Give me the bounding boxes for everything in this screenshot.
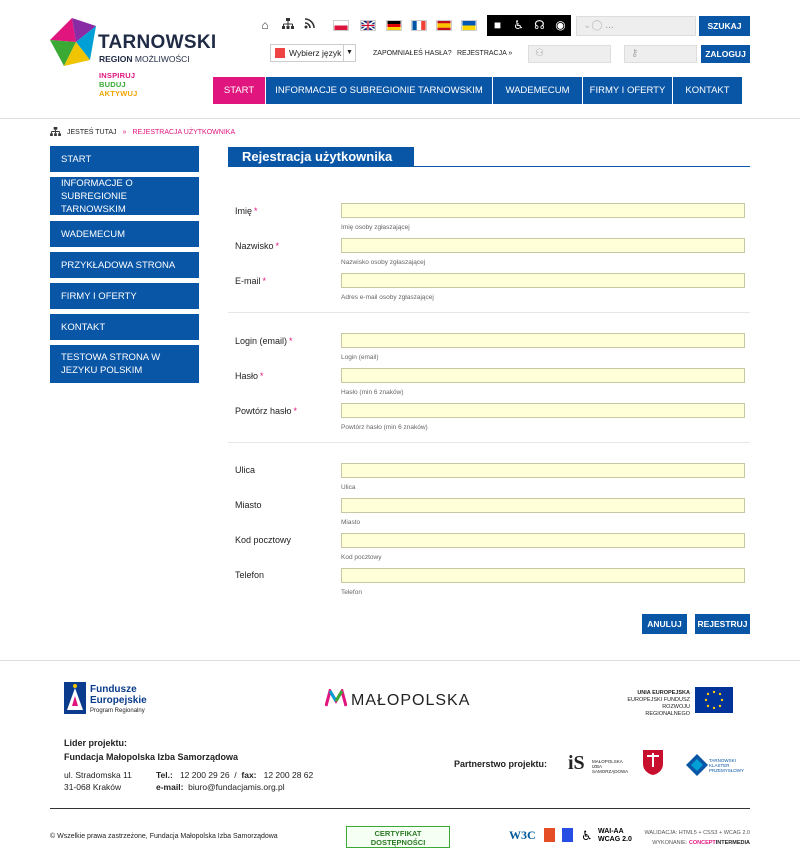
password-repeat-input[interactable] [341,403,745,418]
field-label-email: E-mail * [235,276,267,286]
register-button[interactable]: REJESTRUJ [695,614,750,634]
field-hint-nazwisko: Nazwisko osoby zgłaszającej [341,259,426,266]
field-hint-email: Adres e-mail osoby zgłaszającej [341,294,434,301]
street-input[interactable] [341,463,745,478]
contact-email: e-mail: biuro@fundacjamis.org.pl [156,782,285,792]
header-divider [0,118,800,119]
css3-icon [562,828,573,842]
email-link[interactable]: biuro@fundacjamis.org.pl [188,782,285,792]
wheelchair-icon[interactable]: ♿ [513,18,524,32]
slogan-2: BUDUJ [99,80,126,89]
sidebar-item-testowa[interactable]: TESTOWA STRONA W JEZYKU POLSKIM [50,345,199,383]
register-link[interactable]: REJESTRACJA » [457,50,513,57]
malopolska-text: MAŁOPOLSKA [351,692,471,709]
field-label-kod: Kod pocztowy [235,535,292,545]
field-hint-login: Login (email) [341,354,379,361]
field-label-imie: Imię * [235,206,258,216]
login-password-input[interactable] [624,45,697,63]
breadcrumb-current[interactable]: REJESTRACJA UŻYTKOWNIKA [132,129,236,136]
user-icon: ⚇ [535,48,544,59]
partners-label: Partnerstwo projektu: [454,759,548,769]
nav-firmy[interactable]: FIRMY I OFERTY [582,77,672,104]
login-button[interactable]: ZALOGUJ [701,45,750,63]
nav-start[interactable]: START [212,77,265,104]
sidebar-item-informacje[interactable]: INFORMACJE O SUBREGIONIE TARNOWSKIM [50,177,199,215]
cancel-button[interactable]: ANULUJ [642,614,687,634]
field-hint-ulica: Ulica [341,484,356,491]
klaster-text: TARNOWSKI KLASTER PRZEMYSŁOWY [709,758,745,773]
html5-icon [544,828,555,842]
contrast-icon[interactable]: ■ [493,18,502,32]
search-input[interactable]: ⌄◯ ... [576,16,696,36]
chevron-down-icon: ▼ [343,45,355,61]
email-input[interactable] [341,273,745,288]
field-hint-powtorz: Powtórz hasło (min 6 znaków) [341,424,428,431]
field-label-ulica: Ulica [235,465,256,475]
sitemap-icon[interactable] [281,18,295,32]
forgot-password-link[interactable]: ZAPOMNIAŁEŚ HASŁA? [373,50,452,57]
accessibility-toolbar [487,15,571,36]
nav-informacje[interactable]: INFORMACJE O SUBREGIONIE TARNOWSKIM [265,77,492,104]
phone-input[interactable] [341,568,745,583]
flag-pl-icon[interactable] [333,20,349,31]
flag-en-icon[interactable] [360,20,376,31]
flag-de-icon[interactable] [386,20,402,31]
footer-divider [0,660,800,661]
eu-flag-icon [695,687,733,713]
deaf-icon[interactable]: ☊ [534,18,545,32]
address-line-1: ul. Stradomska 11 [64,770,132,780]
language-select[interactable]: Wybierz język ▼ [270,44,356,62]
login-input[interactable] [341,333,745,348]
klaster-logo-icon[interactable] [686,754,708,776]
field-hint-imie: Imię osoby zgłaszającej [341,224,410,231]
concept-link[interactable]: CONCEPT [688,840,716,846]
nav-kontakt[interactable]: KONTAKT [672,77,742,104]
eu-funds-text: Fundusze Europejskie Program Regionalny [90,684,147,714]
sidebar-item-start[interactable]: START [50,146,199,172]
flag-ua-icon[interactable] [461,20,477,31]
breadcrumb-separator: » [122,129,127,136]
search-icon: ⌄◯ [583,20,603,31]
flag-fr-icon[interactable] [411,20,427,31]
password-input[interactable] [341,368,745,383]
sidebar-item-wademecum[interactable]: WADEMECUM [50,221,199,247]
leader-label: Lider projektu: [64,738,128,748]
google-icon [275,48,285,58]
slogan-3: AKTYWUJ [99,89,138,98]
login-user-input[interactable] [528,45,611,63]
wcag-badge: WAI-AA WCAG 2.0 [598,828,632,843]
field-label-telefon: Telefon [235,570,265,580]
field-label-miasto: Miasto [235,500,262,510]
search-button[interactable]: SZUKAJ [699,16,750,36]
logo-subtitle: REGION MOŻLIWOŚCI [99,54,190,64]
sidebar-item-kontakt[interactable]: KONTAKT [50,314,199,340]
field-hint-kod: Kod pocztowy [341,554,382,561]
field-hint-haslo: Hasło (min 6 znaków) [341,389,404,396]
form-separator [228,442,750,443]
eu-funds-logo-icon [64,682,86,714]
partner-is-mark: iS [568,752,585,774]
rss-icon[interactable] [302,18,316,32]
city-input[interactable] [341,498,745,513]
field-hint-telefon: Telefon [341,589,362,596]
nav-wademecum[interactable]: WADEMECUM [492,77,582,104]
field-label-login: Login (email) * [235,336,293,346]
slogan-1: INSPIRUJ [99,71,136,80]
field-label-haslo: Hasło * [235,371,264,381]
contact-phone: Tel.: 12 200 29 26 / fax: 12 200 28 62 [156,770,314,780]
sidebar-item-firmy[interactable]: FIRMY I OFERTY [50,283,199,309]
field-hint-miasto: Miasto [341,519,361,526]
form-separator [228,312,750,313]
wheelchair-icon: ♿ [581,828,593,843]
nazwisko-input[interactable] [341,238,745,253]
sidebar-item-przykladowa[interactable]: PRZYKŁADOWA STRONA [50,252,199,278]
field-label-nazwisko: Nazwisko * [235,241,280,251]
logo-title[interactable]: TARNOWSKI [98,32,217,53]
logo-icon[interactable] [50,18,96,72]
page-title: Rejestracja użytkownika [228,147,414,167]
eye-icon[interactable]: ◉ [555,18,566,32]
tarnow-crest-icon[interactable] [641,748,665,776]
malopolska-logo-icon [325,689,347,707]
field-label-powtorz: Powtórz hasło * [235,406,298,416]
main-nav [212,77,742,104]
address-line-2: 31-068 Kraków [64,782,122,792]
sitemap-icon [50,127,61,138]
w3c-icon: W3C [509,828,536,842]
validation-info: WALIDACJA: HTML5 + CSS3 + WCAG 2.0 WYKONANIE: CONCEPTINTERMEDIA [644,830,750,846]
imie-input[interactable] [341,203,745,218]
home-icon[interactable]: ⌂ [261,18,269,32]
breadcrumb [50,127,235,138]
copyright: © Wszelkie prawa zastrzeżone, Fundacja Małopolska Izba Samorządowa [50,833,278,840]
title-underline [228,166,750,167]
partner-is-logo[interactable]: iS MAŁOPOLSKA IZBA SAMORZĄDOWA [568,752,629,774]
breadcrumb-label: JESTEŚ TUTAJ [67,129,117,136]
accessibility-certificate[interactable]: CERTYFIKAT DOSTĘPNOŚCI [346,826,450,848]
eu-union-text: UNIA EUROPEJSKA EUROPEJSKI FUNDUSZ ROZWOJU REGIONALNEGO [627,690,690,717]
postal-code-input[interactable] [341,533,745,548]
key-icon: ⚷ [631,48,639,59]
flag-es-icon[interactable] [436,20,452,31]
footer-bottom-divider [50,808,750,809]
leader-name: Fundacja Małopolska Izba Samorządowa [64,752,239,762]
